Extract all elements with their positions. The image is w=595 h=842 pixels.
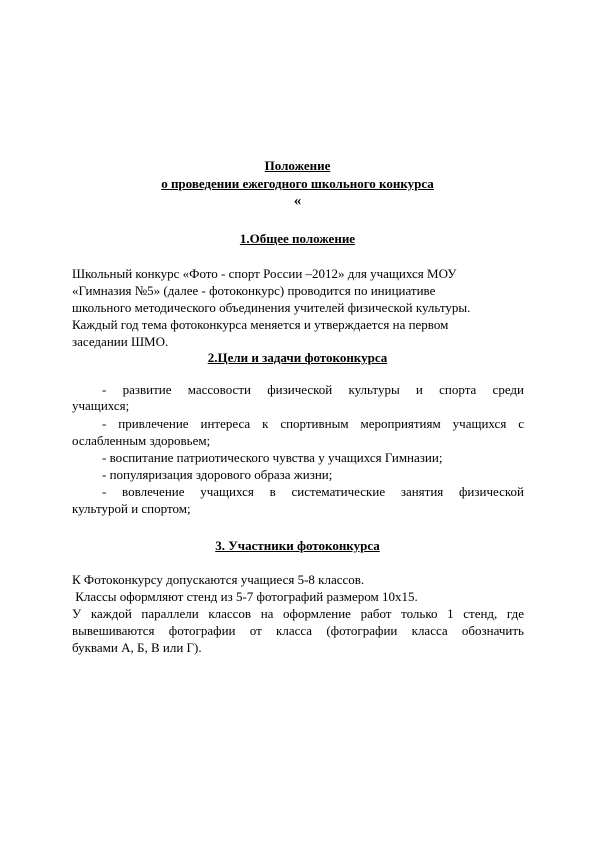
section2-heading: 2.Цели и задачи фотоконкурса — [207, 350, 388, 365]
doc-title: Положение — [264, 158, 331, 173]
section2-line: - популяризация здорового образа жизни; — [102, 467, 333, 482]
doc-subtitle: о проведении ежегодного школьного конкурса — [161, 176, 434, 191]
section3-heading: 3. Участники фотоконкурса — [215, 538, 380, 553]
section1-line: Каждый год тема фотоконкурса меняется и утверждается на первом — [72, 317, 449, 332]
section3-line: буквами А, Б, В или Г). — [72, 640, 202, 655]
section1-line: школьного методического объединения учителей физической культуры. — [72, 300, 471, 315]
section3-line: К Фотоконкурсу допускаются учащиеся 5-8 классов. — [72, 572, 365, 587]
section3-line: вывешиваются фотографии от класса (фотографии класса обозначить — [72, 623, 524, 638]
section2-line: - привлечение интереса к спортивным мероприятиям учащихся с — [102, 416, 524, 431]
section3-line: Классы оформляют стенд из 5-7 фотографий размером 10х15. — [72, 589, 418, 604]
section1-heading: 1.Общее положение — [239, 231, 356, 246]
section3-line: У каждой параллели классов на оформление работ только 1 стенд, где — [72, 606, 524, 621]
section2-line: - вовлечение учащихся в систематические занятия физической — [102, 484, 524, 499]
section2-line: ослабленным здоровьем; — [72, 433, 211, 448]
doc-quote-mark: « — [293, 193, 302, 209]
section1-line: заседании ШМО. — [72, 334, 169, 349]
section2-line: - воспитание патриотического чувства у учащихся Гимназии; — [102, 450, 443, 465]
section1-line: Школьный конкурс «Фото - спорт России –2012» для учащихся МОУ — [72, 266, 457, 281]
section1-line: «Гимназия №5» (далее - фотоконкурс) проводится по инициативе — [72, 283, 436, 298]
section2-line: - развитие массовости физической культуры и спорта среди — [102, 382, 524, 397]
section2-line: культурой и спортом; — [72, 501, 191, 516]
section2-line: учащихся; — [72, 398, 130, 413]
